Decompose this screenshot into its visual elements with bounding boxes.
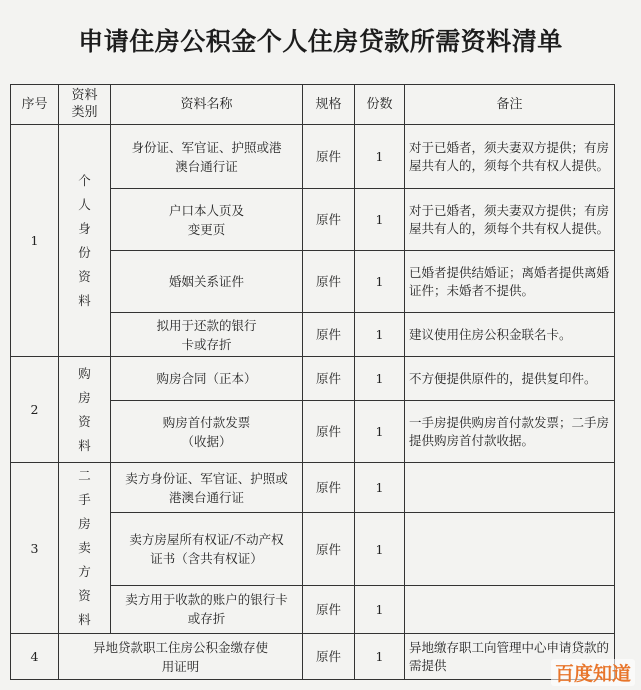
group-seq: 4 (11, 634, 59, 680)
item-spec: 原件 (303, 251, 355, 313)
item-name: 婚姻关系证件 (111, 251, 303, 313)
group-category: 个人身份资料 (59, 125, 111, 357)
item-remark (405, 513, 615, 585)
item-spec: 原件 (303, 313, 355, 357)
group-category: 二手房卖方资料 (59, 463, 111, 634)
item-remark: 异地缴存职工向管理中心申请贷款的需提供 (405, 634, 615, 680)
item-copies: 1 (355, 513, 405, 585)
item-remark: 对于已婚者，须夫妻双方提供；有房屋共有人的，须每个共有权人提供。 (405, 189, 615, 251)
item-copies: 1 (355, 125, 405, 189)
header-remark: 备注 (405, 85, 615, 125)
item-copies: 1 (355, 463, 405, 513)
item-name: 拟用于还款的银行卡或存折 (111, 313, 303, 357)
item-copies: 1 (355, 401, 405, 463)
item-remark (405, 463, 615, 513)
item-name: 卖方用于收款的账户的银行卡或存折 (111, 585, 303, 633)
item-copies: 1 (355, 634, 405, 680)
item-spec: 原件 (303, 463, 355, 513)
requirements-table (10, 84, 615, 680)
item-remark: 已婚者提供结婚证；离婚者提供离婚证件；未婚者不提供。 (405, 251, 615, 313)
group-seq: 2 (11, 357, 59, 463)
header-copies: 份数 (355, 85, 405, 125)
item-remark: 一手房提供购房首付款发票；二手房提供购房首付款收据。 (405, 401, 615, 463)
item-spec: 原件 (303, 513, 355, 585)
table-row (11, 125, 615, 189)
item-copies: 1 (355, 189, 405, 251)
baidu-zhidao-watermark: 百度知道 (551, 659, 635, 686)
group-seq: 3 (11, 463, 59, 634)
table-row (11, 357, 615, 401)
item-name: 卖方身份证、军官证、护照或港澳台通行证 (111, 463, 303, 513)
header-seq: 序号 (11, 85, 59, 125)
item-remark (405, 585, 615, 633)
item-remark: 不方便提供原件的，提供复印件。 (405, 357, 615, 401)
item-name: 异地贷款职工住房公积金缴存使用证明 (59, 634, 303, 680)
group-category: 购房资料 (59, 357, 111, 463)
header-row (11, 85, 615, 125)
item-remark: 对于已婚者，须夫妻双方提供；有房屋共有人的，须每个共有权人提供。 (405, 125, 615, 189)
item-copies: 1 (355, 357, 405, 401)
header-spec: 规格 (303, 85, 355, 125)
item-spec: 原件 (303, 357, 355, 401)
item-spec: 原件 (303, 401, 355, 463)
item-name: 购房合同（正本） (111, 357, 303, 401)
item-copies: 1 (355, 585, 405, 633)
item-spec: 原件 (303, 585, 355, 633)
document-title: 申请住房公积金个人住房贷款所需资料清单 (78, 27, 563, 56)
item-copies: 1 (355, 313, 405, 357)
group-seq: 1 (11, 125, 59, 357)
item-name: 户口本人页及变更页 (111, 189, 303, 251)
header-category: 资料类别 (59, 85, 111, 125)
item-spec: 原件 (303, 189, 355, 251)
header-name: 资料名称 (111, 85, 303, 125)
item-copies: 1 (355, 251, 405, 313)
item-remark: 建议使用住房公积金联名卡。 (405, 313, 615, 357)
item-name: 身份证、军官证、护照或港澳台通行证 (111, 125, 303, 189)
table-row (11, 634, 615, 680)
item-spec: 原件 (303, 634, 355, 680)
item-spec: 原件 (303, 125, 355, 189)
item-name: 购房首付款发票（收据） (111, 401, 303, 463)
table-row (11, 463, 615, 513)
item-name: 卖方房屋所有权证/不动产权证书（含共有权证） (111, 513, 303, 585)
